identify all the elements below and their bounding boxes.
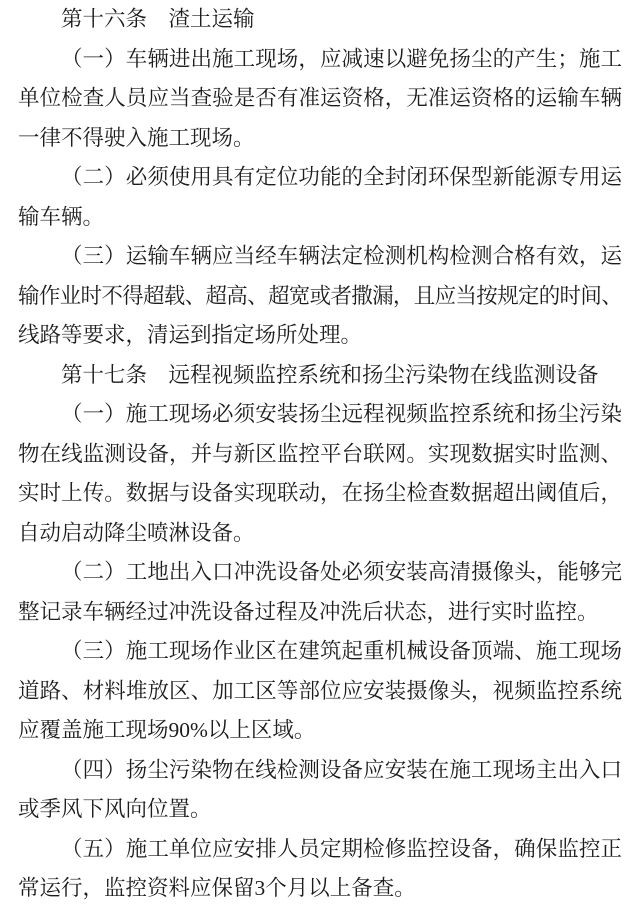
- paragraph-line: 自动启动降尘喷淋设备。: [18, 520, 255, 545]
- paragraph-line: （三）运输车辆应当经车辆法定检测机构检测合格有效，运: [61, 244, 622, 268]
- paragraph-line: （二）必须使用具有定位功能的全封闭环保型新能源专用运: [61, 165, 622, 189]
- article-17-item-5: [18, 830, 622, 909]
- article-17-item-2: [18, 553, 622, 632]
- article-17: [18, 356, 622, 909]
- paragraph-line: 应覆盖施工现场90%以上区域。: [18, 718, 316, 742]
- paragraph-line: 或季风下风向位置。: [18, 797, 212, 821]
- paragraph-line: 输车辆。: [18, 204, 105, 229]
- article-number: 第十七条: [61, 362, 148, 387]
- article-16: [18, 0, 622, 356]
- paragraph-line: 实时上传。数据与设备实现联动，在扬尘检查数据超出阈值后，: [18, 481, 622, 505]
- article-17-item-4: [18, 751, 622, 830]
- article-number: 第十六条: [61, 7, 148, 31]
- article-heading: [18, 356, 622, 396]
- paragraph-line: 线路等要求，清运到指定场所处理。: [18, 323, 363, 347]
- article-17-item-3: [18, 632, 622, 751]
- paragraph-line: （一）施工现场必须安装扬尘远程视频监控系统和扬尘污染: [61, 402, 622, 426]
- paragraph-line: 道路、材料堆放区、加工区等部位应安装摄像头，视频监控系统: [18, 678, 622, 703]
- paragraph-line: （四）扬尘污染物在线检测设备应安装在施工现场主出入口: [61, 757, 622, 782]
- paragraph-line: （一）车辆进出施工现场，应减速以避免扬尘的产生；施工: [61, 46, 622, 71]
- paragraph-line: 一律不得驶入施工现场。: [18, 125, 255, 150]
- paragraph-line: （五）施工单位应安排人员定期检修监控设备，确保监控正: [61, 836, 622, 861]
- paragraph-line: （二）工地出入口冲洗设备处必须安装高清摄像头，能够完: [61, 560, 622, 584]
- paragraph-line: 物在线监测设备，并与新区监控平台联网。实现数据实时监测、: [18, 441, 622, 466]
- paragraph-line: 常运行，监控资料应保留3个月以上备查。: [18, 876, 416, 900]
- document-page: [18, 0, 622, 909]
- article-heading: [18, 0, 622, 40]
- article-title: 渣土运输: [168, 7, 255, 31]
- article-16-item-1: [18, 40, 622, 159]
- article-title: 远程视频监控系统和扬尘污染物在线监测设备: [168, 362, 599, 387]
- article-17-item-1: [18, 395, 622, 553]
- paragraph-line: 单位检查人员应当查验是否有准运资格，无准运资格的运输车辆: [18, 86, 622, 110]
- paragraph-line: （三）施工现场作业区在建筑起重机械设备顶端、施工现场: [61, 639, 622, 663]
- paragraph-line: 整记录车辆经过冲洗设备过程及冲洗后状态，进行实时监控。: [18, 599, 599, 624]
- article-16-item-2: [18, 158, 622, 237]
- paragraph-line: 输作业时不得超载、超高、超宽或者撒漏，且应当按规定的时间、: [18, 283, 622, 308]
- article-16-item-3: [18, 237, 622, 356]
